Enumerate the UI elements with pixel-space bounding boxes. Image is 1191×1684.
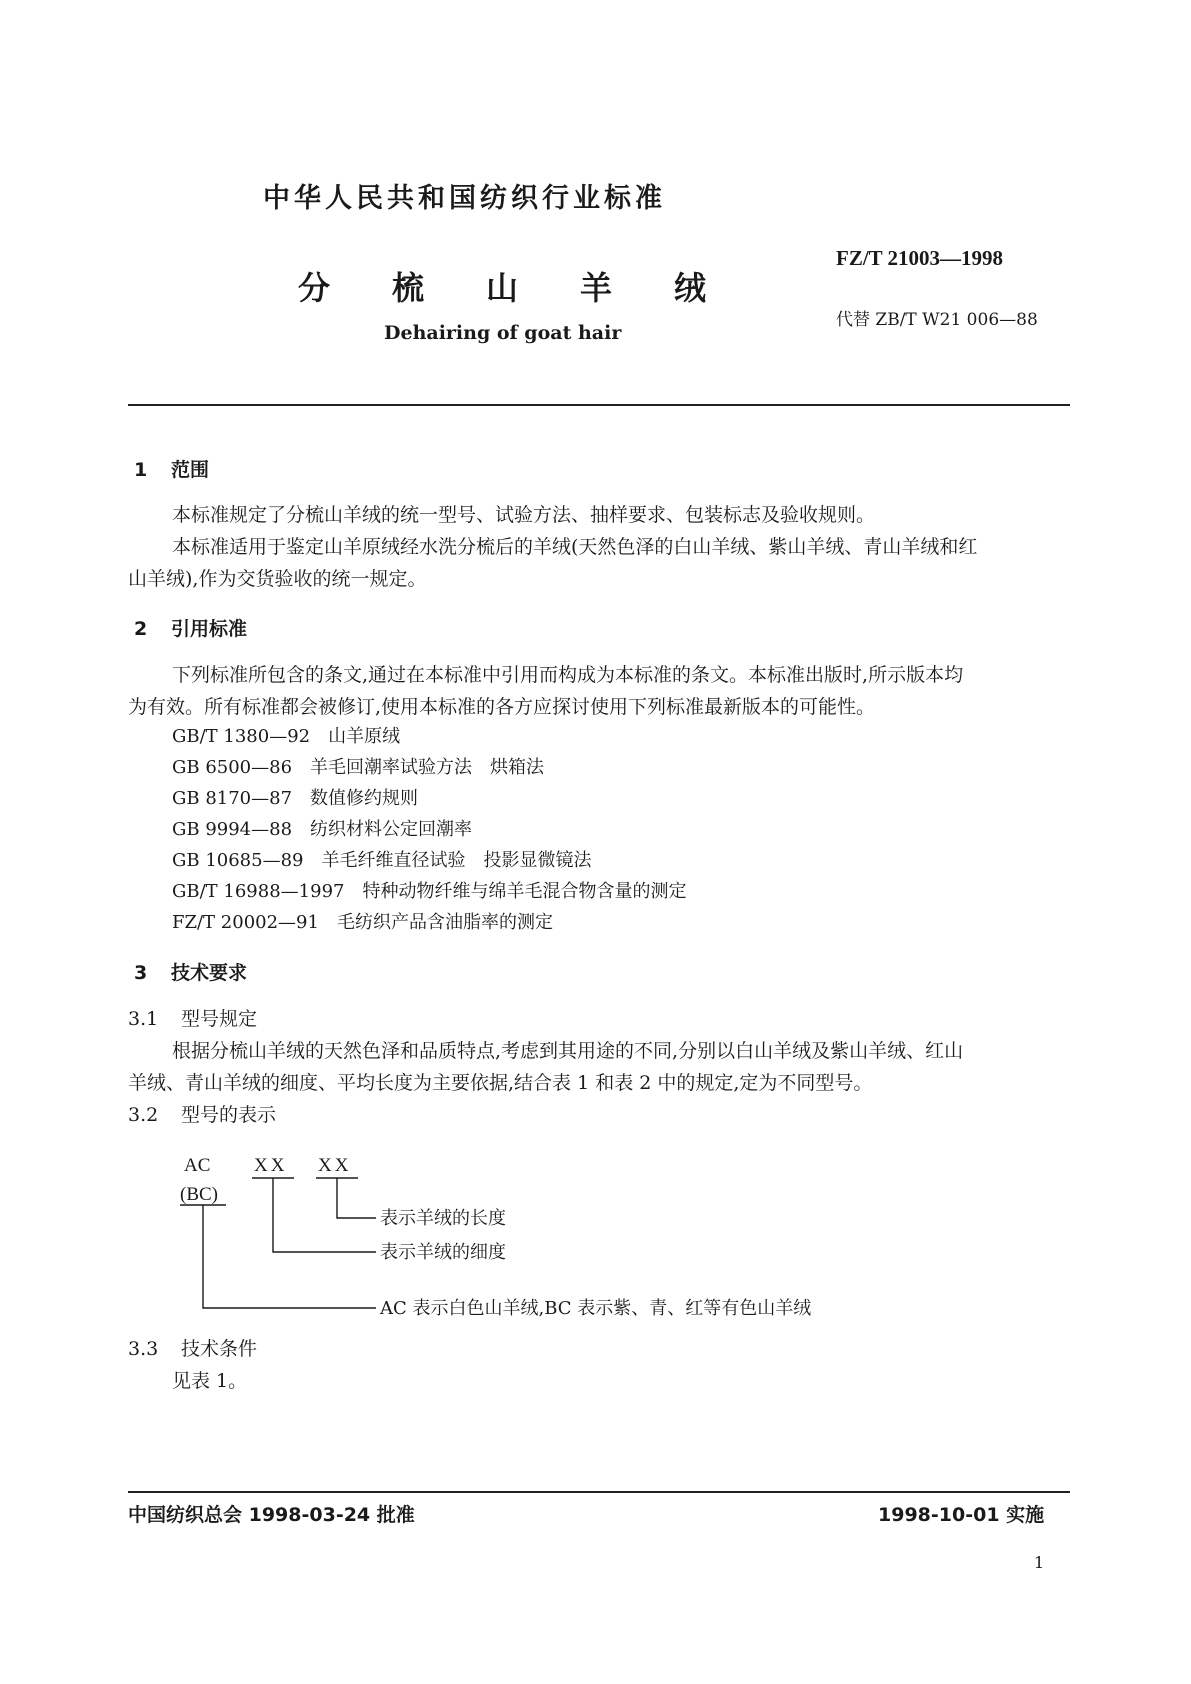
- reference-code: GB/T 1380—92: [172, 726, 311, 747]
- code-ac-label: AC: [184, 1155, 211, 1176]
- subsection-3-1-heading: [128, 1004, 257, 1031]
- section-1-para-2-line-1: 本标准适用于鉴定山羊原绒经水洗分梳后的羊绒(天然色泽的白山羊绒、紫山羊绒、青山羊绒和红: [172, 536, 978, 558]
- reference-item: [172, 722, 400, 748]
- subsection-number: 3.1: [128, 1008, 159, 1030]
- reference-name: 毛纺织产品含油脂率的测定: [336, 912, 553, 933]
- subsection-number: 3.2: [128, 1104, 159, 1126]
- reference-name: 纺织材料公定回潮率: [310, 819, 473, 840]
- section-2-para-line-2: 为有效。所有标准都会被修订,使用本标准的各方应探讨使用下列标准最新版本的可能性。: [128, 696, 876, 718]
- length-label: 表示羊绒的长度: [380, 1208, 506, 1229]
- reference-item: [172, 784, 418, 810]
- title-char: 羊: [580, 269, 613, 307]
- section-1-heading: [134, 455, 209, 482]
- title-char: 分: [298, 269, 331, 307]
- model-designation-diagram: [180, 1150, 880, 1320]
- reference-code: GB 6500—86: [172, 757, 293, 778]
- standard-number: FZ/T 21003—1998: [836, 246, 1004, 270]
- color-leader-line: [203, 1205, 376, 1308]
- footer-divider: [128, 1491, 1070, 1493]
- section-2-para-line-1: 下列标准所包含的条文,通过在本标准中引用而构成为本标准的条文。本标准出版时,所示版本均: [172, 664, 964, 686]
- subsection-title: 型号的表示: [181, 1104, 277, 1126]
- reference-item: [172, 815, 472, 841]
- issuing-body-title: 中华人民共和国纺织行业标准: [263, 183, 666, 214]
- reference-code: FZ/T 20002—91: [172, 912, 319, 933]
- section-title: 引用标准: [171, 618, 248, 640]
- subsection-3-1-para-line-2: 羊绒、青山羊绒的细度、平均长度为主要依据,结合表 1 和表 2 中的规定,定为不同型号。: [128, 1072, 873, 1094]
- subsection-3-3-heading: [128, 1334, 257, 1361]
- section-title: 范围: [171, 459, 210, 481]
- subsection-3-3-para: 见表 1。: [172, 1370, 248, 1392]
- length-leader-line: [337, 1178, 376, 1218]
- reference-code: GB/T 16988—1997: [172, 881, 345, 902]
- fineness-mark: XX: [254, 1155, 288, 1176]
- title-char: 梳: [392, 269, 425, 307]
- code-bc-label: (BC): [180, 1184, 218, 1205]
- reference-item: [172, 846, 592, 872]
- replaces-standard: 代替 ZB/T W21 006—88: [836, 310, 1038, 330]
- page-number: 1: [1034, 1553, 1045, 1572]
- reference-name: 羊毛回潮率试验方法 烘箱法: [310, 757, 545, 778]
- section-3-heading: [134, 958, 247, 985]
- reference-item: [172, 753, 544, 779]
- title-char: 山: [486, 269, 519, 307]
- reference-name: 特种动物纤维与绵羊毛混合物含量的测定: [362, 881, 687, 902]
- section-2-heading: [134, 614, 247, 641]
- subsection-3-1-para-line-1: 根据分梳山羊绒的天然色泽和品质特点,考虑到其用途的不同,分别以白山羊绒及紫山羊绒、红山: [172, 1040, 964, 1062]
- reference-name: 山羊原绒: [328, 726, 401, 747]
- document-title: [298, 263, 768, 309]
- section-number: 2: [134, 618, 148, 640]
- section-number: 1: [134, 459, 148, 481]
- header-divider: [128, 404, 1070, 406]
- fineness-leader-line: [273, 1178, 376, 1252]
- reference-code: GB 9994—88: [172, 819, 293, 840]
- english-title: Dehairing of goat hair: [384, 322, 622, 344]
- subsection-title: 技术条件: [181, 1338, 258, 1360]
- reference-name: 数值修约规则: [310, 788, 419, 809]
- section-1-para-1: 本标准规定了分梳山羊绒的统一型号、试验方法、抽样要求、包装标志及验收规则。: [172, 504, 876, 526]
- color-label: AC 表示白色山羊绒,BC 表示紫、青、红等有色山羊绒: [380, 1298, 812, 1319]
- section-number: 3: [134, 962, 148, 984]
- effective-date-line: 1998-10-01 实施: [878, 1504, 1045, 1526]
- section-1-para-2-line-2: 山羊绒),作为交货验收的统一规定。: [128, 568, 427, 590]
- subsection-title: 型号规定: [181, 1008, 258, 1030]
- reference-item: [172, 908, 553, 934]
- reference-code: GB 10685—89: [172, 850, 304, 871]
- approval-line: 中国纺织总会 1998-03-24 批准: [128, 1504, 415, 1526]
- reference-name: 羊毛纤维直径试验 投影显微镜法: [321, 850, 592, 871]
- title-char: 绒: [674, 269, 707, 307]
- reference-item: [172, 877, 686, 903]
- subsection-number: 3.3: [128, 1338, 159, 1360]
- section-title: 技术要求: [171, 962, 248, 984]
- subsection-3-2-heading: [128, 1100, 276, 1127]
- length-mark: XX: [318, 1155, 352, 1176]
- fineness-label: 表示羊绒的细度: [380, 1242, 506, 1263]
- reference-code: GB 8170—87: [172, 788, 293, 809]
